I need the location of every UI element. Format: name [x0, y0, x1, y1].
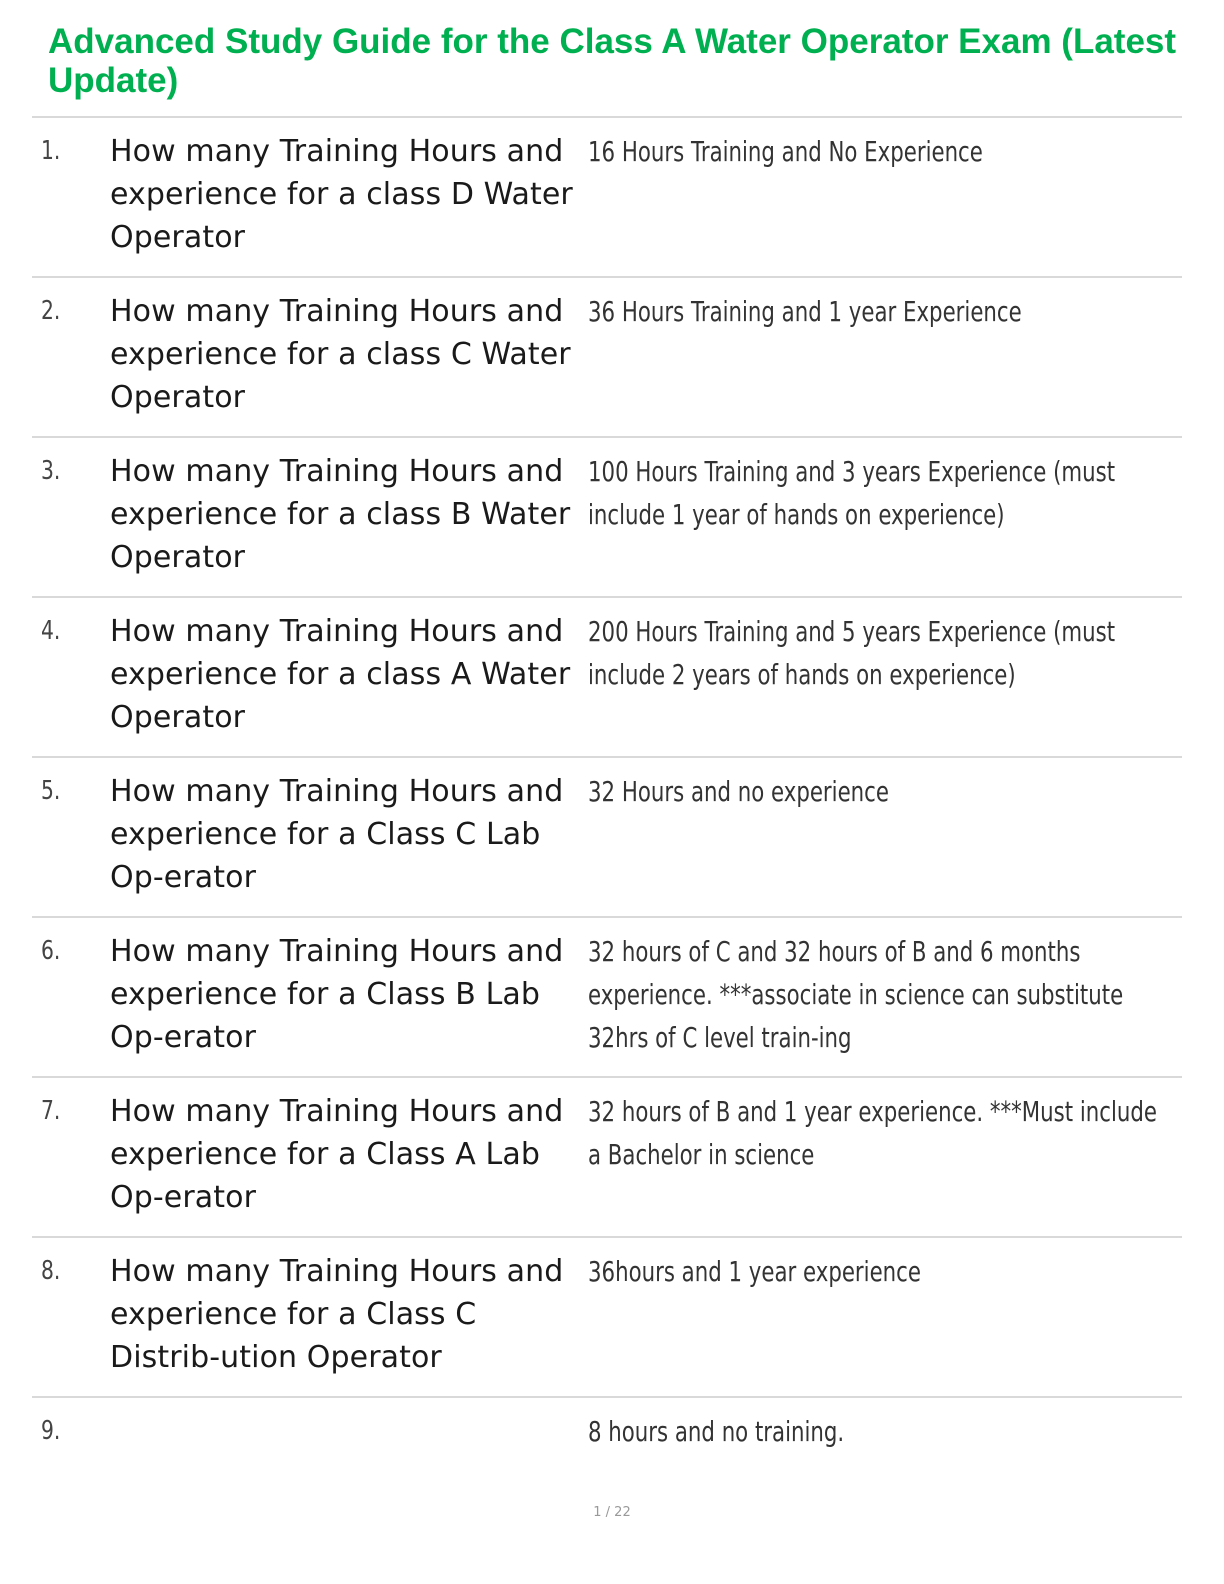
qa-item-7 — [32, 1078, 1182, 1238]
question-text: How many Training Hours and experience for a Class C Lab Op-erator — [110, 774, 564, 895]
question-text: How many Training Hours and experience for a class C Water Operator — [110, 294, 571, 415]
qa-item-4 — [32, 598, 1182, 758]
document-title: Advanced Study Guide for the Class A Water Operator Exam (Latest Update) — [48, 22, 1177, 100]
item-number: 4. — [41, 616, 61, 646]
item-number: 9. — [41, 1416, 61, 1446]
answer-text: 8 hours and no training. — [588, 1415, 845, 1448]
question-text: How many Training Hours and experience for a class B Water Operator — [110, 454, 571, 575]
item-number: 8. — [41, 1256, 61, 1286]
answer-text: 100 Hours Training and 3 years Experience (must include 1 year of hands on experience) — [588, 455, 1116, 531]
question-text: How many Training Hours and experience for a Class B Lab Op-erator — [110, 934, 564, 1055]
answer-text: 32 Hours and no experience — [588, 775, 889, 808]
answer-text: 36hours and 1 year experience — [588, 1255, 921, 1288]
question-text: How many Training Hours and experience for a Class A Lab Op-erator — [110, 1094, 564, 1215]
question-text: How many Training Hours and experience for a class A Water Operator — [110, 614, 571, 735]
question-text: How many Training Hours and experience for a class D Water Operator — [110, 134, 573, 255]
qa-item-8 — [32, 1238, 1182, 1398]
answer-text: 200 Hours Training and 5 years Experience (must include 2 years of hands on experience) — [588, 615, 1116, 691]
qa-item-9 — [32, 1398, 1182, 1558]
item-number: 6. — [41, 936, 61, 966]
item-number: 1. — [41, 136, 61, 166]
item-number: 7. — [41, 1096, 61, 1126]
item-number: 2. — [41, 296, 61, 326]
qa-item-5 — [32, 758, 1182, 918]
answer-text: 36 Hours Training and 1 year Experience — [588, 295, 1022, 328]
item-number: 5. — [41, 776, 61, 806]
answer-text: 16 Hours Training and No Experience — [588, 135, 983, 168]
page-indicator: 1 / 22 — [593, 1505, 631, 1520]
answer-text: 32 hours of B and 1 year experience. ***Must include a Bachelor in science — [588, 1095, 1157, 1171]
qa-item-2 — [32, 278, 1182, 438]
qa-item-3 — [32, 438, 1182, 598]
qa-item-1 — [32, 118, 1182, 278]
answer-text: 32 hours of C and 32 hours of B and 6 months experience. ***associate in science can substitute 32hrs of C level train-ing — [588, 935, 1124, 1054]
question-text: How many Training Hours and experience for a Class C Distrib-ution Operator — [110, 1254, 564, 1375]
item-number: 3. — [41, 456, 61, 486]
qa-item-6 — [32, 918, 1182, 1078]
